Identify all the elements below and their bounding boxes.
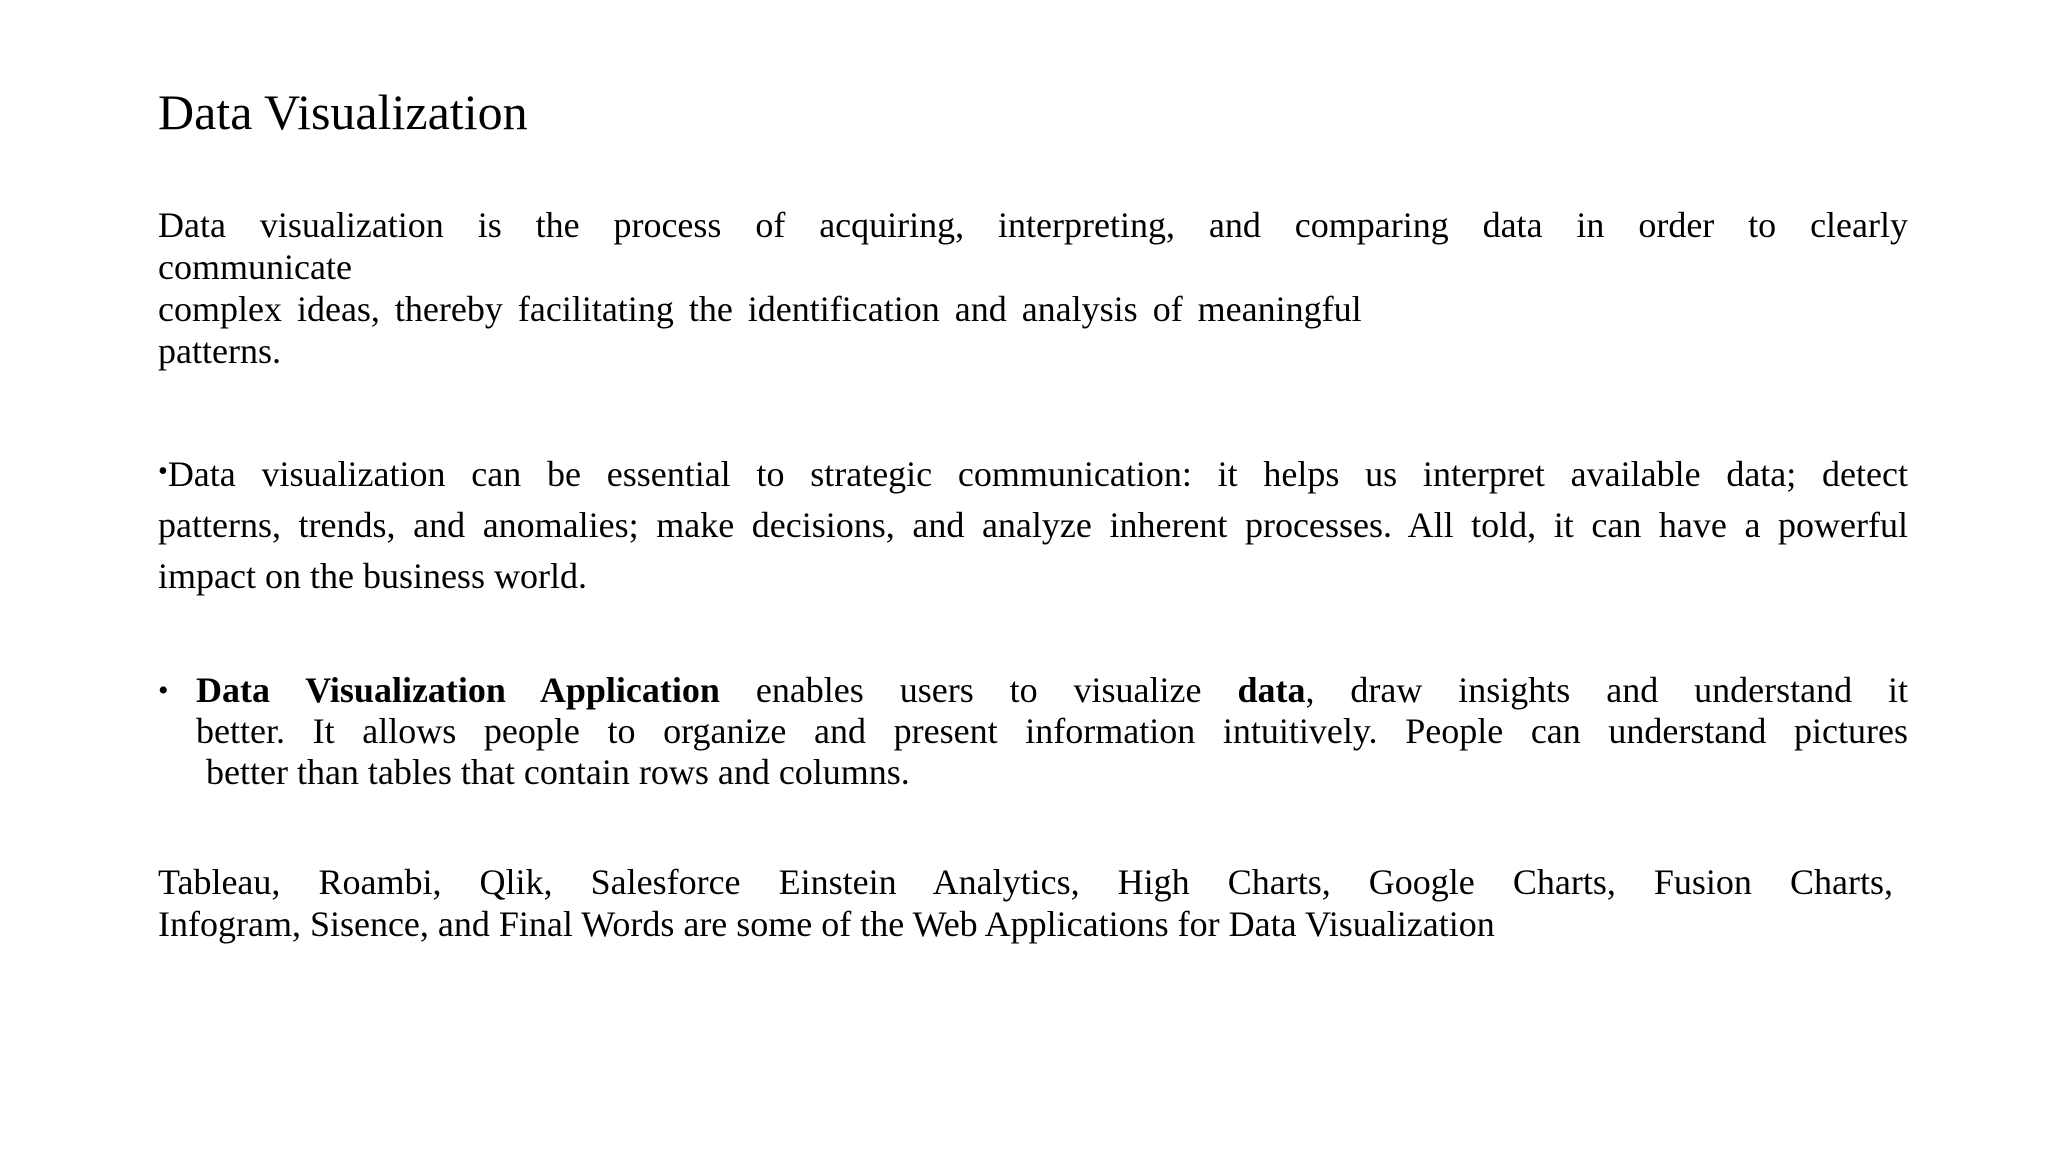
definition-paragraph bbox=[158, 204, 1908, 372]
bullet-icon: • bbox=[158, 674, 169, 707]
definition-line-1: Data visualization is the process of acquiring, interpreting, and comparing data in order to clearly bbox=[158, 205, 1908, 245]
application-bold-term: Data Visualization Application bbox=[196, 670, 720, 710]
strategic-communication-paragraph bbox=[158, 446, 1908, 602]
definition-line-2: communicate bbox=[158, 247, 352, 287]
strategic-line-3: impact on the business world. bbox=[158, 556, 587, 596]
application-bold-word: data bbox=[1237, 670, 1306, 710]
web-applications-line-2: Infogram, Sisence, and Final Words are some of the Web Applications for Data Visualization bbox=[158, 904, 1495, 944]
application-line-1 bbox=[196, 670, 1908, 711]
web-applications-line-1: Tableau, Roambi, Qlik, Salesforce Einstein Analytics, High Charts, Google Charts, Fusion Charts, bbox=[158, 862, 1893, 902]
web-applications-paragraph bbox=[158, 861, 1908, 945]
application-line-1-mid: enables users to visualize bbox=[719, 670, 1238, 710]
application-line-1-end: , draw insights and understand it bbox=[1305, 670, 1908, 710]
bullet-icon: • bbox=[158, 456, 168, 487]
strategic-line-1-text: Data visualization can be essential to strategic communication: it helps us interpret available data; detect bbox=[167, 454, 1908, 494]
definition-line-3: complex ideas, thereby facilitating the identification and analysis of meaningful bbox=[158, 289, 1362, 329]
application-line-2: better. It allows people to organize and present information intuitively. People can understand pictures bbox=[196, 711, 1908, 751]
definition-line-4: patterns. bbox=[158, 331, 281, 371]
application-paragraph bbox=[158, 670, 1908, 793]
strategic-line-1 bbox=[158, 446, 1908, 500]
application-line-3: better than tables that contain rows and columns. bbox=[206, 752, 910, 792]
slide-title: Data Visualization bbox=[158, 84, 528, 140]
application-body bbox=[196, 670, 1908, 793]
strategic-line-2: patterns, trends, and anomalies; make decisions, and analyze inherent processes. All told, it can have a powerful bbox=[158, 505, 1908, 545]
